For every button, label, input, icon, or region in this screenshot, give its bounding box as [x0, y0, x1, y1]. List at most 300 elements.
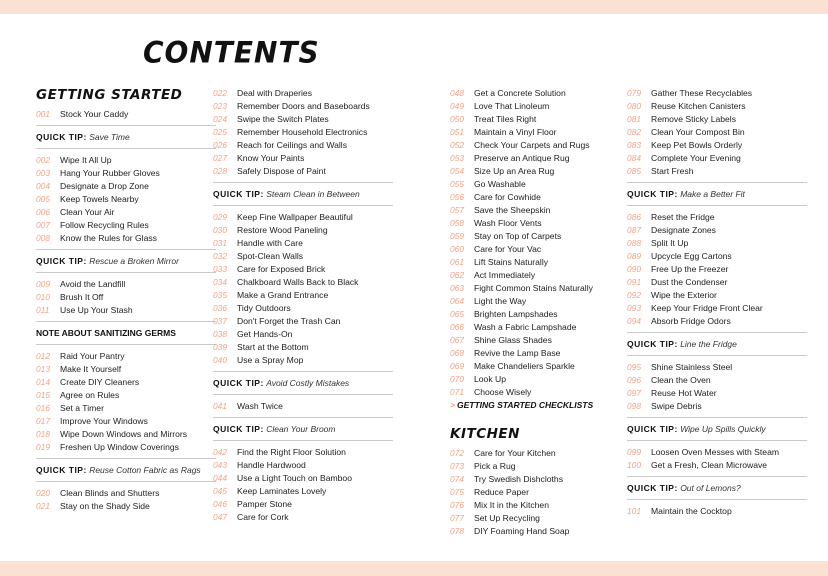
- entry-number: 042: [213, 447, 227, 457]
- entry-number: 059: [450, 231, 464, 241]
- entry-number: 017: [36, 416, 50, 426]
- entry-title: Fight Common Stains Naturally: [474, 283, 593, 293]
- entry-number: 007: [36, 220, 50, 230]
- entry-number: 005: [36, 194, 50, 204]
- entry-number: 001: [36, 109, 50, 119]
- entry-title: Act Immediately: [474, 270, 536, 280]
- toc-entry[interactable]: [213, 485, 393, 498]
- entry-title: Know Your Paints: [237, 153, 305, 163]
- entry-title: Care for Your Kitchen: [474, 448, 556, 458]
- entry-list: [450, 447, 630, 538]
- entry-number: 085: [627, 166, 641, 176]
- entry-number: 100: [627, 460, 641, 470]
- toc-entry[interactable]: [627, 113, 807, 126]
- toc-entry[interactable]: [36, 350, 216, 363]
- entry-title: DIY Foaming Hand Soap: [474, 526, 570, 536]
- entry-number: 073: [450, 461, 464, 471]
- quick-tip[interactable]: QUICK TIP: Avoid Costly Mistakes: [213, 371, 393, 395]
- entry-list: [213, 211, 393, 367]
- entry-list: [36, 108, 216, 121]
- entry-title: Keep Towels Nearby: [60, 194, 139, 204]
- entry-title: Follow Recycling Rules: [60, 220, 149, 230]
- entry-number: 093: [627, 303, 641, 313]
- toc-entry[interactable]: [627, 446, 807, 459]
- toc-entry[interactable]: [450, 87, 630, 100]
- entry-title: Stay on the Shady Side: [60, 501, 150, 511]
- entry-title: Dust the Condenser: [651, 277, 728, 287]
- toc-entry[interactable]: [450, 473, 630, 486]
- entry-title: Treat Tiles Right: [474, 114, 537, 124]
- entry-title: Find the Right Floor Solution: [237, 447, 346, 457]
- entry-title: Stay on Top of Carpets: [474, 231, 562, 241]
- entry-title: Clean Your Compost Bin: [651, 127, 745, 137]
- entry-number: 052: [450, 140, 464, 150]
- entry-number: 032: [213, 251, 227, 261]
- entry-title: Wash Twice: [237, 401, 283, 411]
- toc-entry[interactable]: [450, 282, 630, 295]
- toc-entry[interactable]: [627, 315, 807, 328]
- entry-number: 021: [36, 501, 50, 511]
- entry-number: 019: [36, 442, 50, 452]
- entry-number: 024: [213, 114, 227, 124]
- entry-title: Save the Sheepskin: [474, 205, 551, 215]
- toc-entry[interactable]: [36, 193, 216, 206]
- entry-title: Designate a Drop Zone: [60, 181, 149, 191]
- entry-title: Clean the Oven: [651, 375, 711, 385]
- toc-entry[interactable]: [627, 126, 807, 139]
- toc-entry[interactable]: [36, 304, 216, 317]
- entry-number: 043: [213, 460, 227, 470]
- toc-entry[interactable]: [213, 237, 393, 250]
- entry-number: 049: [450, 101, 464, 111]
- toc-entry[interactable]: [36, 291, 216, 304]
- toc-entry[interactable]: [450, 373, 630, 386]
- quick-tip[interactable]: QUICK TIP: Line the Fridge: [627, 332, 807, 356]
- toc-entry[interactable]: [627, 211, 807, 224]
- entry-number: 079: [627, 88, 641, 98]
- toc-entry[interactable]: [627, 152, 807, 165]
- toc-entry[interactable]: [213, 328, 393, 341]
- toc-entry[interactable]: [213, 224, 393, 237]
- entry-title: Chalkboard Walls Back to Black: [237, 277, 359, 287]
- entry-title: Brighten Lampshades: [474, 309, 558, 319]
- toc-entry[interactable]: [213, 100, 393, 113]
- entry-number: 095: [627, 362, 641, 372]
- column-2: [213, 87, 393, 524]
- entry-number: 053: [450, 153, 464, 163]
- toc-entry[interactable]: [450, 295, 630, 308]
- toc-entry[interactable]: [36, 278, 216, 291]
- toc-entry[interactable]: [450, 308, 630, 321]
- entry-title: Reset the Fridge: [651, 212, 715, 222]
- toc-entry[interactable]: [627, 361, 807, 374]
- toc-entry[interactable]: [213, 139, 393, 152]
- entry-number: 054: [450, 166, 464, 176]
- entry-number: 029: [213, 212, 227, 222]
- toc-entry[interactable]: [627, 276, 807, 289]
- entry-number: 025: [213, 127, 227, 137]
- entry-number: 061: [450, 257, 464, 267]
- toc-entry[interactable]: [213, 126, 393, 139]
- entry-number: 074: [450, 474, 464, 484]
- toc-entry[interactable]: [450, 334, 630, 347]
- entry-title: Reuse Kitchen Canisters: [651, 101, 746, 111]
- entry-number: 010: [36, 292, 50, 302]
- section-heading-getting-started: GETTING STARTED: [36, 87, 183, 103]
- toc-entry[interactable]: [450, 360, 630, 373]
- entry-title: Use Up Your Stash: [60, 305, 133, 315]
- entry-title: Improve Your Windows: [60, 416, 148, 426]
- entry-title: Free Up the Freezer: [651, 264, 729, 274]
- toc-entry[interactable]: [450, 113, 630, 126]
- entry-number: 068: [450, 348, 464, 358]
- entry-number: 080: [627, 101, 641, 111]
- entry-number: 020: [36, 488, 50, 498]
- toc-entry[interactable]: [627, 289, 807, 302]
- toc-entry[interactable]: [213, 165, 393, 178]
- toc-entry[interactable]: [213, 289, 393, 302]
- entry-number: 038: [213, 329, 227, 339]
- entry-title: Agree on Rules: [60, 390, 120, 400]
- entry-list: [213, 446, 393, 524]
- entry-title: Stock Your Caddy: [60, 109, 129, 119]
- entry-number: 096: [627, 375, 641, 385]
- toc-entry[interactable]: [627, 400, 807, 413]
- entry-title: Restore Wood Paneling: [237, 225, 328, 235]
- toc-entry[interactable]: [450, 386, 630, 399]
- entry-number: 044: [213, 473, 227, 483]
- entry-number: 065: [450, 309, 464, 319]
- toc-entry[interactable]: [36, 167, 216, 180]
- entry-number: 026: [213, 140, 227, 150]
- entry-number: 088: [627, 238, 641, 248]
- toc-entry[interactable]: [627, 263, 807, 276]
- quick-tip[interactable]: QUICK TIP: Rescue a Broken Mirror: [36, 249, 216, 273]
- entry-number: 035: [213, 290, 227, 300]
- checklists-link[interactable]: > GETTING STARTED CHECKLISTS: [450, 400, 594, 410]
- entry-number: 055: [450, 179, 464, 189]
- toc-entry[interactable]: [450, 204, 630, 217]
- toc-entry[interactable]: [450, 152, 630, 165]
- entry-list: [213, 400, 393, 413]
- toc-entry[interactable]: [213, 302, 393, 315]
- quick-tip[interactable]: QUICK TIP: Make a Better Fit: [627, 182, 807, 206]
- toc-entry[interactable]: [627, 237, 807, 250]
- entry-number: 022: [213, 88, 227, 98]
- entry-title: Shine Glass Shades: [474, 335, 552, 345]
- entry-title: Try Swedish Dishcloths: [474, 474, 563, 484]
- toc-entry[interactable]: [213, 152, 393, 165]
- toc-entry[interactable]: [213, 511, 393, 524]
- entry-title: Wash a Fabric Lampshade: [474, 322, 577, 332]
- toc-entry[interactable]: [36, 232, 216, 245]
- quick-tip[interactable]: QUICK TIP: Clean Your Broom: [213, 417, 393, 441]
- entry-number: 064: [450, 296, 464, 306]
- entry-title: Size Up an Area Rug: [474, 166, 555, 176]
- entry-number: 087: [627, 225, 641, 235]
- toc-entry[interactable]: [213, 498, 393, 511]
- entry-title: Choose Wisely: [474, 387, 532, 397]
- toc-entry[interactable]: [450, 269, 630, 282]
- entry-title: Make a Grand Entrance: [237, 290, 329, 300]
- entry-number: 081: [627, 114, 641, 124]
- entry-title: Gather These Recyclables: [651, 88, 753, 98]
- toc-entry[interactable]: [213, 87, 393, 100]
- toc-entry[interactable]: [627, 505, 807, 518]
- entry-title: Remove Sticky Labels: [651, 114, 737, 124]
- entry-number: 089: [627, 251, 641, 261]
- entry-title: Keep Laminates Lovely: [237, 486, 327, 496]
- entry-title: Swipe Debris: [651, 401, 702, 411]
- entry-number: 058: [450, 218, 464, 228]
- page-title: CONTENTS: [143, 35, 320, 70]
- entry-number: 041: [213, 401, 227, 411]
- entry-number: 101: [627, 506, 641, 516]
- entry-number: 028: [213, 166, 227, 176]
- entry-list: [36, 278, 216, 317]
- toc-entry[interactable]: [627, 165, 807, 178]
- arrow-icon: >: [450, 400, 455, 410]
- entry-title: Deal with Draperies: [237, 88, 312, 98]
- entry-title: Keep Fine Wallpaper Beautiful: [237, 212, 353, 222]
- entry-number: 060: [450, 244, 464, 254]
- entry-title: Upcycle Egg Cartons: [651, 251, 732, 261]
- toc-entry[interactable]: [36, 441, 216, 454]
- toc-entry[interactable]: [450, 217, 630, 230]
- toc-entry[interactable]: [213, 400, 393, 413]
- toc-entry[interactable]: [36, 402, 216, 415]
- toc-entry[interactable]: [213, 459, 393, 472]
- toc-entry[interactable]: [36, 415, 216, 428]
- entry-number: 047: [213, 512, 227, 522]
- entry-title: Clean Blinds and Shutters: [60, 488, 160, 498]
- entry-title: Create DIY Cleaners: [60, 377, 140, 387]
- toc-entry[interactable]: [213, 113, 393, 126]
- quick-tip[interactable]: QUICK TIP: Wipe Up Spills Quickly: [627, 417, 807, 441]
- entry-title: Go Washable: [474, 179, 526, 189]
- entry-number: 091: [627, 277, 641, 287]
- entry-list: [627, 87, 807, 178]
- entry-number: 046: [213, 499, 227, 509]
- entry-number: 056: [450, 192, 464, 202]
- column-3: [450, 87, 630, 538]
- toc-entry[interactable]: [36, 206, 216, 219]
- toc-entry[interactable]: [213, 211, 393, 224]
- toc-entry[interactable]: [36, 428, 216, 441]
- toc-entry[interactable]: [627, 250, 807, 263]
- toc-entry[interactable]: [213, 354, 393, 367]
- toc-entry[interactable]: [450, 499, 630, 512]
- toc-entry[interactable]: [450, 486, 630, 499]
- toc-entry[interactable]: [627, 224, 807, 237]
- entry-number: 002: [36, 155, 50, 165]
- toc-entry[interactable]: [450, 460, 630, 473]
- toc-entry[interactable]: [627, 459, 807, 472]
- entry-title: Look Up: [474, 374, 507, 384]
- entry-number: 036: [213, 303, 227, 313]
- toc-entry[interactable]: [450, 191, 630, 204]
- quick-tip[interactable]: QUICK TIP: Out of Lemons?: [627, 476, 807, 500]
- entry-number: 066: [450, 322, 464, 332]
- entry-number: 037: [213, 316, 227, 326]
- entry-number: 030: [213, 225, 227, 235]
- toc-entry[interactable]: [627, 374, 807, 387]
- entry-title: Get Hands-On: [237, 329, 293, 339]
- entry-title: Split It Up: [651, 238, 689, 248]
- toc-entry[interactable]: [450, 100, 630, 113]
- toc-entry[interactable]: [36, 219, 216, 232]
- entry-title: Handle with Care: [237, 238, 303, 248]
- entry-title: Clean Your Air: [60, 207, 115, 217]
- toc-entry[interactable]: [36, 389, 216, 402]
- entry-list: [36, 154, 216, 245]
- toc-entry[interactable]: [450, 178, 630, 191]
- entry-title: Shine Stainless Steel: [651, 362, 733, 372]
- entry-list: [627, 211, 807, 328]
- toc-entry[interactable]: [36, 154, 216, 167]
- entry-number: 040: [213, 355, 227, 365]
- entry-title: Freshen Up Window Coverings: [60, 442, 179, 452]
- entry-list: [36, 487, 216, 513]
- entry-title: Tidy Outdoors: [237, 303, 291, 313]
- entry-number: 067: [450, 335, 464, 345]
- entry-number: 050: [450, 114, 464, 124]
- entry-number: 012: [36, 351, 50, 361]
- toc-entry[interactable]: [213, 250, 393, 263]
- toc-entry[interactable]: [213, 341, 393, 354]
- entry-title: Keep Pet Bowls Orderly: [651, 140, 743, 150]
- toc-entry[interactable]: [36, 500, 216, 513]
- entry-number: 048: [450, 88, 464, 98]
- toc-entry[interactable]: [627, 87, 807, 100]
- entry-title: Swipe the Switch Plates: [237, 114, 329, 124]
- entry-number: 018: [36, 429, 50, 439]
- entry-title: Love That Linoleum: [474, 101, 550, 111]
- toc-entry[interactable]: [450, 165, 630, 178]
- entry-title: Handle Hardwood: [237, 460, 306, 470]
- entry-number: 098: [627, 401, 641, 411]
- quick-tip[interactable]: QUICK TIP: Steam Clean in Between: [213, 182, 393, 206]
- toc-entry[interactable]: [627, 302, 807, 315]
- entry-number: 086: [627, 212, 641, 222]
- entry-number: 072: [450, 448, 464, 458]
- entry-title: Revive the Lamp Base: [474, 348, 561, 358]
- entry-number: 051: [450, 127, 464, 137]
- toc-entry[interactable]: [36, 363, 216, 376]
- entry-number: 099: [627, 447, 641, 457]
- toc-entry[interactable]: [213, 446, 393, 459]
- section-heading-kitchen: KITCHEN: [450, 426, 520, 442]
- entry-title: Spot-Clean Walls: [237, 251, 304, 261]
- entry-title: Raid Your Pantry: [60, 351, 125, 361]
- entry-title: Use a Spray Mop: [237, 355, 304, 365]
- toc-entry[interactable]: [450, 139, 630, 152]
- entry-number: 031: [213, 238, 227, 248]
- entry-number: 082: [627, 127, 641, 137]
- entry-number: 057: [450, 205, 464, 215]
- entry-title: Loosen Oven Messes with Steam: [651, 447, 780, 457]
- entry-list: [627, 505, 807, 518]
- toc-entry[interactable]: [627, 100, 807, 113]
- entry-title: Pamper Stone: [237, 499, 292, 509]
- entry-title: Start Fresh: [651, 166, 694, 176]
- entry-number: 008: [36, 233, 50, 243]
- entry-title: Know the Rules for Glass: [60, 233, 157, 243]
- entry-number: 097: [627, 388, 641, 398]
- toc-entry[interactable]: [36, 108, 216, 121]
- toc-entry[interactable]: [36, 180, 216, 193]
- entry-title: Reduce Paper: [474, 487, 529, 497]
- toc-entry[interactable]: [450, 243, 630, 256]
- entry-title: Remember Doors and Baseboards: [237, 101, 370, 111]
- entry-title: Avoid the Landfill: [60, 279, 126, 289]
- entry-title: Absorb Fridge Odors: [651, 316, 731, 326]
- entry-list: [36, 350, 216, 454]
- entry-number: 039: [213, 342, 227, 352]
- entry-title: Reuse Hot Water: [651, 388, 717, 398]
- entry-title: Designate Zones: [651, 225, 716, 235]
- quick-tip[interactable]: QUICK TIP: Reuse Cotton Fabric as Rags: [36, 458, 216, 482]
- entry-number: 075: [450, 487, 464, 497]
- entry-number: 011: [36, 305, 50, 315]
- entry-number: 071: [450, 387, 464, 397]
- entry-title: Safely Dispose of Paint: [237, 166, 326, 176]
- entry-number: 009: [36, 279, 50, 289]
- toc-entry[interactable]: [627, 139, 807, 152]
- entry-title: Don't Forget the Trash Can: [237, 316, 341, 326]
- entry-number: 023: [213, 101, 227, 111]
- toc-entry[interactable]: [450, 512, 630, 525]
- toc-entry[interactable]: [450, 321, 630, 334]
- entry-number: 076: [450, 500, 464, 510]
- entry-title: Care for Cork: [237, 512, 289, 522]
- entry-list: [450, 87, 630, 399]
- entry-number: 006: [36, 207, 50, 217]
- sanitizing-note[interactable]: NOTE ABOUT SANITIZING GERMS: [36, 321, 216, 345]
- entry-title: Make It Yourself: [60, 364, 122, 374]
- entry-title: Light the Way: [474, 296, 527, 306]
- entry-title: Get a Concrete Solution: [474, 88, 566, 98]
- toc-entry[interactable]: [450, 126, 630, 139]
- toc-entry[interactable]: [450, 256, 630, 269]
- entry-title: Get a Fresh, Clean Microwave: [651, 460, 768, 470]
- toc-entry[interactable]: [450, 230, 630, 243]
- entry-title: Remember Household Electronics: [237, 127, 368, 137]
- entry-number: 069: [450, 361, 464, 371]
- entry-title: Keep Your Fridge Front Clear: [651, 303, 763, 313]
- entry-title: Maintain a Vinyl Floor: [474, 127, 557, 137]
- entry-number: 033: [213, 264, 227, 274]
- toc-entry[interactable]: [213, 276, 393, 289]
- entry-title: Check Your Carpets and Rugs: [474, 140, 590, 150]
- entry-number: 003: [36, 168, 50, 178]
- toc-entry[interactable]: [36, 487, 216, 500]
- toc-entry[interactable]: [450, 447, 630, 460]
- toc-entry[interactable]: [213, 472, 393, 485]
- toc-entry[interactable]: [450, 525, 630, 538]
- toc-entry[interactable]: [213, 315, 393, 328]
- entry-number: 094: [627, 316, 641, 326]
- toc-entry[interactable]: [450, 347, 630, 360]
- toc-entry[interactable]: [213, 263, 393, 276]
- entry-number: 062: [450, 270, 464, 280]
- entry-number: 063: [450, 283, 464, 293]
- quick-tip[interactable]: QUICK TIP: Save Time: [36, 125, 216, 149]
- entry-number: 092: [627, 290, 641, 300]
- toc-entry[interactable]: [36, 376, 216, 389]
- toc-entry[interactable]: [627, 387, 807, 400]
- column-4: [627, 87, 807, 518]
